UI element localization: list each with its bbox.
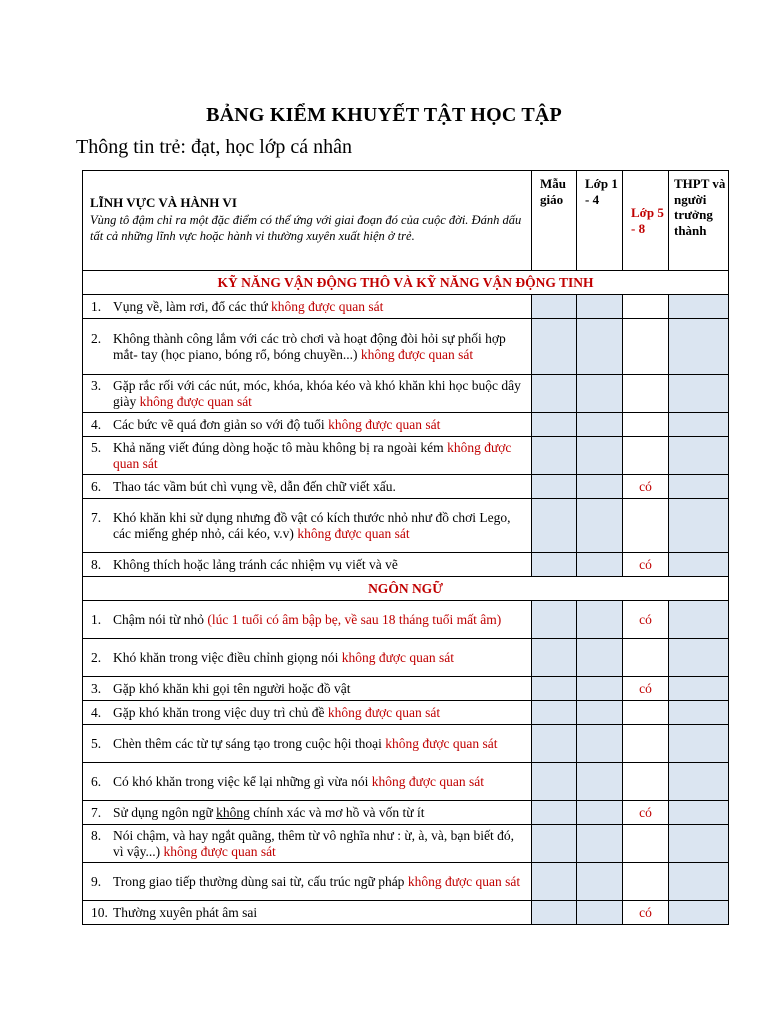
item-text-cell (83, 901, 532, 925)
item-number: 6. (91, 773, 102, 789)
observation-note: không được quan sát (139, 393, 252, 409)
item-text-cell (83, 375, 532, 413)
observation-note: không được quan sát (297, 525, 410, 541)
item-text: không (216, 804, 250, 820)
observation-note: không được quan sát (407, 873, 521, 889)
check-grade-5-8[interactable] (623, 499, 669, 553)
check-kindergarten[interactable] (532, 763, 577, 801)
observation-note: không được quan sát (163, 843, 276, 859)
observation-note: không được quan sát (371, 773, 485, 789)
check-kindergarten[interactable] (532, 863, 577, 901)
item-text: Khó khăn khi sử dụng nhưng đồ vật có kích thước nhỏ như đồ chơi Lego, các miếng ghép nhỏ, cái kéo, v.v) (113, 509, 511, 541)
item-text: Nói chậm, và hay ngắt quãng, thêm từ vô nghĩa như : ừ, à, và, bạn biết đó, vì vậy...) (113, 827, 514, 859)
item-text-cell (83, 499, 532, 553)
check-kindergarten[interactable] (532, 677, 577, 701)
check-kindergarten[interactable] (532, 553, 577, 577)
observation-note: không được quan sát (360, 346, 474, 362)
col-grade-1-4: Lớp 1 - 4 (577, 171, 623, 271)
item-text: Chèn thêm các từ tự sáng tạo trong cuộc hội thoại (113, 735, 386, 751)
check-kindergarten[interactable] (532, 319, 577, 375)
check-grade-5-8[interactable]: có (623, 601, 669, 639)
checklist-item-row (83, 295, 729, 319)
check-kindergarten[interactable] (532, 639, 577, 677)
item-number: 10. (91, 904, 108, 920)
check-grade-5-8[interactable] (623, 863, 669, 901)
check-kindergarten[interactable] (532, 601, 577, 639)
check-grade-5-8[interactable] (623, 413, 669, 437)
checklist-item-row (83, 475, 729, 499)
check-highschool-adult[interactable] (669, 725, 729, 763)
observation-note: không được quan sát (341, 649, 455, 665)
item-text: Gặp khó khăn trong việc duy trì chủ đề (113, 704, 328, 720)
check-grade-1-4[interactable] (577, 801, 623, 825)
check-highschool-adult[interactable] (669, 295, 729, 319)
checklist-item-row (83, 499, 729, 553)
item-number: 7. (91, 509, 102, 525)
check-grade-1-4[interactable] (577, 901, 623, 925)
check-kindergarten[interactable] (532, 499, 577, 553)
check-grade-1-4[interactable] (577, 825, 623, 863)
item-text: chính xác và mơ hồ và vốn từ ít (249, 804, 425, 820)
checklist-item-row (83, 375, 729, 413)
item-number: 8. (91, 556, 102, 572)
observation-note: không được quan sát (385, 735, 498, 751)
check-grade-5-8[interactable] (623, 725, 669, 763)
check-grade-5-8[interactable] (623, 319, 669, 375)
check-grade-1-4[interactable] (577, 413, 623, 437)
item-text-cell (83, 413, 532, 437)
item-number: 4. (91, 704, 102, 720)
check-highschool-adult[interactable] (669, 601, 729, 639)
check-kindergarten[interactable] (532, 375, 577, 413)
item-text-cell (83, 825, 532, 863)
check-highschool-adult[interactable] (669, 499, 729, 553)
check-grade-5-8[interactable] (623, 639, 669, 677)
section-title: KỸ NĂNG VẬN ĐỘNG THÔ VÀ KỸ NĂNG VẬN ĐỘNG TINH (83, 271, 729, 295)
check-highschool-adult[interactable] (669, 413, 729, 437)
check-grade-5-8[interactable] (623, 825, 669, 863)
item-text-cell (83, 801, 532, 825)
item-text-cell (83, 601, 532, 639)
check-kindergarten[interactable] (532, 901, 577, 925)
item-text: Không thành công lắm với các trò chơi và hoạt động đòi hỏi sự phối hợp mắt- tay (học piano, bóng rổ, bóng chuyền...) (113, 330, 506, 362)
item-text: Trong giao tiếp thường dùng sai từ, cấu trúc ngữ pháp (113, 873, 408, 889)
child-info: Thông tin trẻ: đạt, học lớp cá nhân (76, 136, 353, 158)
item-text-cell (83, 475, 532, 499)
item-text: Thường xuyên phát âm sai (113, 904, 258, 920)
observation-note: không được quan sát (113, 439, 512, 471)
item-number: 4. (91, 416, 102, 432)
observation-note: (lúc 1 tuổi có âm bập bẹ, về sau 18 tháng tuổi mất âm) (207, 611, 502, 627)
check-grade-5-8[interactable] (623, 375, 669, 413)
check-highschool-adult[interactable] (669, 677, 729, 701)
check-highschool-adult[interactable] (669, 825, 729, 863)
checklist-table (82, 170, 729, 925)
col-grade-5-8: Lớp 5 - 8 (623, 171, 669, 271)
checklist-item-row (83, 677, 729, 701)
item-text-cell (83, 863, 532, 901)
check-kindergarten[interactable] (532, 295, 577, 319)
item-text: Sử dụng ngôn ngữ (113, 804, 217, 820)
check-highschool-adult[interactable] (669, 901, 729, 925)
check-grade-5-8[interactable]: có (623, 901, 669, 925)
check-highschool-adult[interactable] (669, 475, 729, 499)
checklist-item-row (83, 825, 729, 863)
check-highschool-adult[interactable] (669, 763, 729, 801)
check-grade-5-8[interactable]: có (623, 553, 669, 577)
area-title: LĨNH VỰC VÀ HÀNH VI (90, 195, 237, 210)
check-highschool-adult[interactable] (669, 319, 729, 375)
check-kindergarten[interactable] (532, 701, 577, 725)
check-kindergarten[interactable] (532, 801, 577, 825)
check-kindergarten[interactable] (532, 475, 577, 499)
observation-note: không được quan sát (327, 704, 441, 720)
check-grade-1-4[interactable] (577, 639, 623, 677)
checklist-item-row (83, 639, 729, 677)
col-kindergarten: Mẫu giáo (532, 171, 577, 271)
check-grade-1-4[interactable] (577, 701, 623, 725)
check-grade-5-8[interactable] (623, 763, 669, 801)
checklist-item-row (83, 763, 729, 801)
checklist-item-row (83, 601, 729, 639)
check-grade-1-4[interactable] (577, 601, 623, 639)
item-number: 2. (91, 330, 102, 346)
observation-note: không được quan sát (328, 416, 441, 432)
area-header-cell (83, 171, 532, 271)
checklist-item-row (83, 553, 729, 577)
checklist-item-row (83, 319, 729, 375)
checklist-item-row (83, 801, 729, 825)
check-kindergarten[interactable] (532, 725, 577, 763)
check-grade-5-8[interactable] (623, 701, 669, 725)
item-text: Khó khăn trong việc điều chỉnh giọng nói (113, 649, 342, 665)
section-title: NGÔN NGỮ (83, 577, 729, 601)
check-highschool-adult[interactable] (669, 801, 729, 825)
item-number: 8. (91, 827, 102, 843)
check-kindergarten[interactable] (532, 413, 577, 437)
checklist-item-row (83, 901, 729, 925)
item-text-cell (83, 639, 532, 677)
area-note: Vùng tô đậm chỉ ra một đặc điểm có thể ứng với giai đoạn đó của cuộc đời. Đánh dấu tất cả những lĩnh vực hoặc hành vi thường xuyên xuất hiện ở trẻ. (90, 213, 522, 243)
check-grade-5-8[interactable]: có (623, 475, 669, 499)
check-grade-1-4[interactable] (577, 437, 623, 475)
page-title: BẢNG KIỂM KHUYẾT TẬT HỌC TẬP (206, 104, 562, 126)
item-text: Các bức vẽ quá đơn giản so với độ tuổi (113, 416, 329, 432)
item-number: 5. (91, 439, 102, 455)
check-highschool-adult[interactable] (669, 639, 729, 677)
item-text: Thao tác vầm bút chì vụng về, dẫn đến chữ viết xấu. (113, 478, 396, 494)
check-kindergarten[interactable] (532, 437, 577, 475)
item-text: Vụng về, làm rơi, đổ các thứ (113, 298, 272, 314)
item-number: 5. (91, 735, 102, 751)
item-text-cell (83, 437, 532, 475)
item-number: 9. (91, 873, 102, 889)
check-grade-1-4[interactable] (577, 499, 623, 553)
check-grade-1-4[interactable] (577, 863, 623, 901)
item-text: Khả năng viết đúng dòng hoặc tô màu không bị ra ngoài kém (113, 439, 448, 455)
item-text: Gặp khó khăn khi gọi tên người hoặc đồ vật (113, 680, 351, 696)
section-row (83, 577, 729, 601)
check-grade-5-8[interactable]: có (623, 677, 669, 701)
checklist-item-row (83, 701, 729, 725)
check-grade-1-4[interactable] (577, 375, 623, 413)
checklist-item-row (83, 413, 729, 437)
checklist-item-row (83, 725, 729, 763)
check-highschool-adult[interactable] (669, 375, 729, 413)
check-grade-5-8[interactable] (623, 437, 669, 475)
item-number: 1. (91, 611, 102, 627)
check-grade-1-4[interactable] (577, 475, 623, 499)
item-number: 2. (91, 649, 102, 665)
item-text-cell (83, 553, 532, 577)
check-grade-5-8[interactable]: có (623, 801, 669, 825)
observation-note: không được quan sát (271, 298, 384, 314)
check-grade-1-4[interactable] (577, 319, 623, 375)
item-text-cell (83, 763, 532, 801)
check-grade-1-4[interactable] (577, 677, 623, 701)
item-text: Không thích hoặc lảng tránh các nhiệm vụ viết và vẽ (113, 556, 398, 572)
check-grade-5-8[interactable] (623, 295, 669, 319)
item-text: Chậm nói từ nhỏ (113, 611, 208, 627)
checklist-item-row (83, 863, 729, 901)
check-highschool-adult[interactable] (669, 553, 729, 577)
check-grade-1-4[interactable] (577, 553, 623, 577)
item-number: 3. (91, 680, 102, 696)
item-text-cell (83, 295, 532, 319)
item-number: 6. (91, 478, 102, 494)
checklist-item-row (83, 437, 729, 475)
item-text-cell (83, 725, 532, 763)
item-number: 3. (91, 377, 102, 393)
item-text-cell (83, 319, 532, 375)
check-highschool-adult[interactable] (669, 437, 729, 475)
section-row (83, 271, 729, 295)
check-grade-1-4[interactable] (577, 725, 623, 763)
item-text: Gặp rắc rối với các nút, móc, khóa, khóa kéo và khó khăn khi học buộc dây giày (113, 377, 521, 409)
check-highschool-adult[interactable] (669, 863, 729, 901)
check-grade-1-4[interactable] (577, 295, 623, 319)
item-number: 1. (91, 298, 102, 314)
check-grade-1-4[interactable] (577, 763, 623, 801)
col-highschool-adult: THPT và người trưởng thành (669, 171, 729, 271)
header-row (83, 171, 729, 271)
item-text: Có khó khăn trong việc kể lại những gì vừa nói (113, 773, 372, 789)
check-highschool-adult[interactable] (669, 701, 729, 725)
item-text-cell (83, 701, 532, 725)
item-number: 7. (91, 804, 102, 820)
check-kindergarten[interactable] (532, 825, 577, 863)
item-text-cell (83, 677, 532, 701)
